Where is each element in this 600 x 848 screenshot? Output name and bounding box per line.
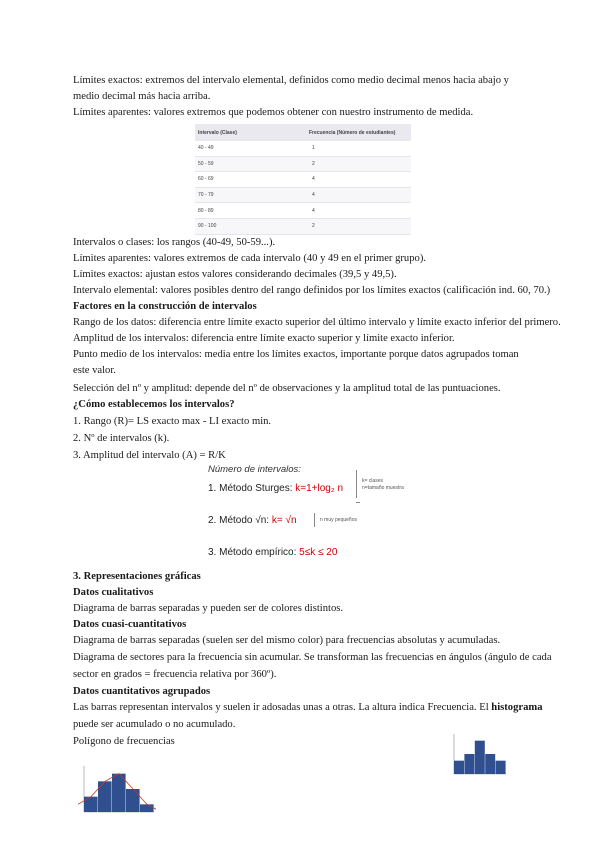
histogram-bar <box>454 761 464 774</box>
text-line: Límites exactos: extremos del intervalo elemental, definidos como medio decimal menos hacia abajo y <box>73 75 509 86</box>
table-row <box>195 141 411 156</box>
frequency-polygon-chart <box>78 762 156 818</box>
method-sqrt-n <box>208 515 297 526</box>
table-row <box>195 187 411 203</box>
table-header: Intervalo (Clase) <box>195 124 306 141</box>
method-note: n=tamaño muestra <box>362 485 404 491</box>
method-note: n muy pequeños <box>320 517 357 523</box>
table-row <box>195 156 411 172</box>
histogram-chart <box>450 730 508 778</box>
text-line <box>73 701 543 715</box>
method-formula: k=1+log₂ n <box>295 483 344 494</box>
method-sturges <box>208 483 343 494</box>
text-line: Diagrama de barras separadas y pueden ser de colores distintos. <box>73 603 344 614</box>
method-note: k= clases <box>362 478 383 484</box>
table-row <box>195 203 411 219</box>
method-label: 1. Método Sturges: <box>208 483 296 494</box>
text-line: medio decimal más hacia arriba. <box>73 91 211 102</box>
table-cell: 80 - 89 <box>195 203 306 219</box>
histogram-bar <box>84 797 98 812</box>
text-span: Las barras representan intervalos y suelen ir adosadas unas a otras. La altura indica Frecuencia. El <box>73 702 492 713</box>
methods-title: Número de intervalos: <box>208 464 301 475</box>
section-heading: Datos cuantitativos agrupados <box>73 686 211 697</box>
text-line: Diagrama de barras separadas (suelen ser del mismo color) para frecuencias absolutas y acumuladas. <box>73 635 501 646</box>
histogram-bar <box>140 804 154 812</box>
table-row <box>195 172 411 188</box>
method-formula: k= √n <box>271 515 297 526</box>
histogram-bar <box>98 781 112 812</box>
text-line: Diagrama de sectores para la frecuencia sin acumular. Se transforman las frecuencias en ángulos (ángulo de cada <box>73 652 552 663</box>
method-label: 3. Método empírico: <box>208 547 300 558</box>
note-divider <box>356 502 360 503</box>
table-cell: 4 <box>306 187 411 203</box>
text-line: 2. Nº de intervalos (k). <box>73 433 170 444</box>
text-line: Polígono de frecuencias <box>73 736 175 747</box>
text-line: Punto medio de los intervalos: media entre los límites exactos, importante porque datos agrupados toman <box>73 349 519 360</box>
text-line: Límites exactos: ajustan estos valores considerando decimales (39,5 y 49,5). <box>73 269 397 280</box>
text-line: Intervalo elemental: valores posibles dentro del rango definidos por los límites exactos (calificación ind. 60, 70.) <box>73 285 551 296</box>
section-heading: ¿Cómo establecemos los intervalos? <box>73 399 235 410</box>
table-cell: 2 <box>306 218 411 234</box>
histogram-bar <box>485 754 495 774</box>
table-cell: 1 <box>306 141 411 156</box>
text-line: sector en grados = frecuencia relativa por 360º). <box>73 669 277 680</box>
table-cell: 60 - 69 <box>195 172 306 188</box>
section-heading: Datos cualitativos <box>73 587 154 598</box>
text-line: este valor. <box>73 365 116 376</box>
text-line: 1. Rango (R)= LS exacto max - LI exacto min. <box>73 416 272 427</box>
table-cell: 4 <box>306 172 411 188</box>
method-empirico <box>208 547 337 558</box>
section-heading: Datos cuasi-cuantitativos <box>73 619 187 630</box>
histogram-bar <box>464 754 474 774</box>
histogram-bar <box>126 789 140 812</box>
table-cell: 4 <box>306 203 411 219</box>
text-line: Amplitud de los intervalos: diferencia entre límite exacto superior y límite exacto inferior. <box>73 333 455 344</box>
text-line: Límites aparentes: valores extremos que podemos obtener con nuestro instrumento de medida. <box>73 107 474 118</box>
histogram-bar <box>112 774 126 812</box>
text-bold: histograma <box>491 702 543 713</box>
text-line: Intervalos o clases: los rangos (40-49, 50-59...). <box>73 237 276 248</box>
histogram-bar <box>475 741 485 774</box>
frequency-table <box>195 124 411 235</box>
section-heading: Factores en la construcción de intervalos <box>73 301 257 312</box>
text-line: puede ser acumulado o no acumulado. <box>73 719 236 730</box>
section-heading: 3. Representaciones gráficas <box>73 571 201 582</box>
text-line: 3. Amplitud del intervalo (A) = R/K <box>73 450 226 461</box>
table-row <box>195 218 411 234</box>
note-bracket <box>314 513 315 527</box>
table-header: Frecuencia (Número de estudiantes) <box>306 124 411 141</box>
table-cell: 40 - 49 <box>195 141 306 156</box>
text-line: Selección del nº y amplitud: depende del nº de observaciones y la amplitud total de las puntuaciones. <box>73 383 501 394</box>
table-cell: 70 - 79 <box>195 187 306 203</box>
text-line: Límites aparentes: valores extremos de cada intervalo (40 y 49 en el primer grupo). <box>73 253 426 264</box>
table-cell: 50 - 59 <box>195 156 306 172</box>
histogram-bar <box>496 761 506 774</box>
table-cell: 2 <box>306 156 411 172</box>
method-label: 2. Método √n: <box>208 515 272 526</box>
note-bracket <box>356 470 357 498</box>
text-line: Rango de los datos: diferencia entre límite exacto superior del último intervalo y límite exacto inferior del primero. <box>73 317 561 328</box>
table-cell: 90 - 100 <box>195 218 306 234</box>
method-formula: 5≤k ≤ 20 <box>299 547 338 558</box>
